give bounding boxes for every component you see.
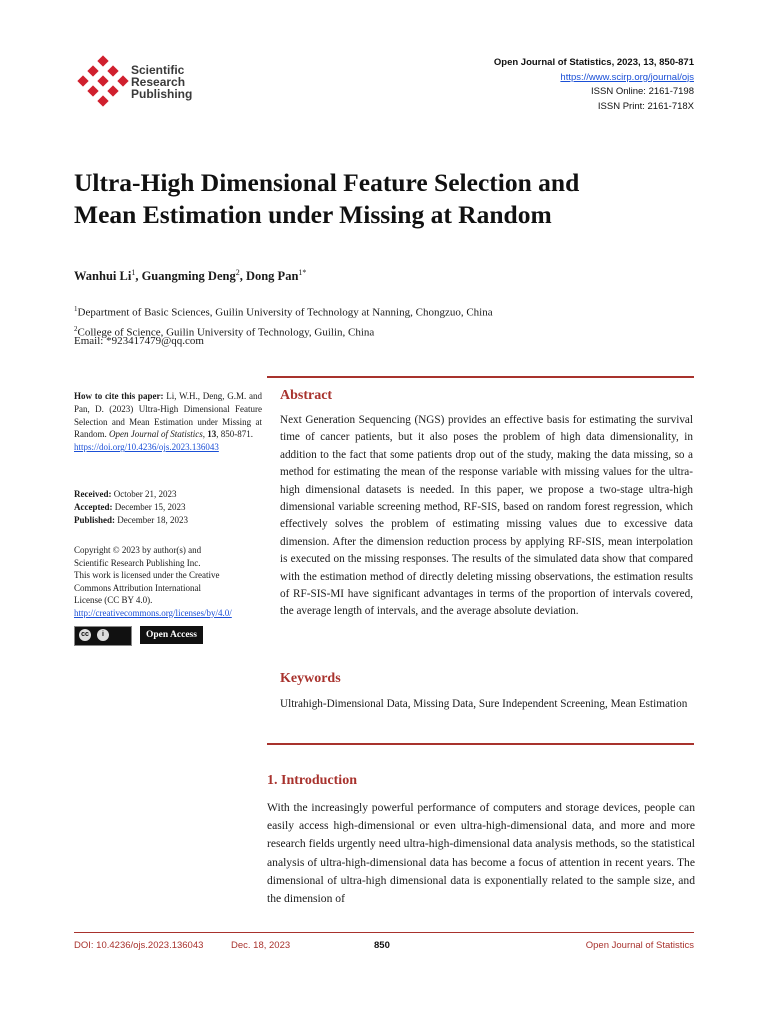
- journal-info: [494, 56, 694, 114]
- scirp-logo-icon: [75, 55, 135, 115]
- corresponding-email: Email: *923417479@qq.com: [74, 335, 204, 347]
- title-line: Mean Estimation under Missing at Random: [74, 200, 552, 229]
- footer-doi: DOI: 10.4236/ojs.2023.136043: [74, 940, 204, 951]
- affiliation-mark: 2: [74, 324, 78, 333]
- copyright-line: Commons Attribution International: [74, 582, 201, 593]
- cc-by-license-icon[interactable]: cc i: [74, 626, 132, 646]
- accepted-label: Accepted:: [74, 502, 113, 512]
- keywords-heading: Keywords: [280, 671, 341, 686]
- author-affiliation-mark: 1: [131, 268, 136, 277]
- license-badges: [74, 626, 203, 646]
- logo-line: Publishing: [131, 87, 193, 101]
- footer-date: Dec. 18, 2023: [231, 940, 291, 951]
- cite-text: Li, W.H., Deng, G.M. and Pan, D. (2023) Ultra-High Dimensional Feature Selection and Mean Estimation under Missing at Random.: [74, 391, 262, 440]
- logo-line: Scientific: [131, 63, 185, 77]
- section-heading-introduction: 1. Introduction: [267, 773, 357, 788]
- paper-title: [74, 167, 694, 231]
- author-affiliation-mark: 2: [235, 268, 240, 277]
- logo-line: Research: [131, 75, 186, 89]
- accepted-date: December 15, 2023: [112, 502, 186, 512]
- copyright-line: Scientific Research Publishing Inc.: [74, 557, 201, 568]
- affiliation-text: College of Science, Guilin University of Technology, Guilin, China: [77, 326, 375, 339]
- license-link[interactable]: http://creativecommons.org/licenses/by/4.0/: [74, 607, 232, 618]
- copyright-line: Copyright © 2023 by author(s) and: [74, 545, 202, 555]
- author-separator: ,: [135, 269, 142, 284]
- cite-volume: 13: [207, 429, 217, 440]
- copyright-line: This work is licensed under the Creative: [74, 570, 220, 580]
- cite-journal: Open Journal of Statistics: [109, 429, 203, 440]
- introduction-body: With the increasingly powerful performance of computers and storage devices, people can easily access high-dimensional or even ultra-high-dimensional data, and more and more research fields urgently need ultra-high-dimensional data analysis methods, so the statistical analysis of ultra-high-dimensional data has become a focus of attention in recent years. The dimensional of ultra-high dimensional data is exponentially related to the sample size, and the dimension of: [267, 801, 695, 906]
- author-name: Guangming Deng: [141, 269, 236, 284]
- journal-url-link[interactable]: https://www.scirp.org/journal/ojs: [560, 71, 694, 83]
- footer-rule: [74, 932, 694, 933]
- abstract-top-rule: [267, 376, 694, 378]
- author-list: [74, 268, 306, 284]
- published-date: December 18, 2023: [115, 515, 188, 525]
- received-label: Received:: [74, 489, 112, 499]
- cite-label: How to cite this paper:: [74, 391, 164, 401]
- abstract-bottom-rule: [267, 743, 694, 745]
- journal-citation: Open Journal of Statistics, 2023, 13, 850-871: [493, 57, 694, 68]
- copyright-notice: [74, 544, 264, 619]
- affiliation-text: Department of Basic Sciences, Guilin University of Technology at Nanning, Chongzuo, China: [77, 306, 493, 319]
- author-name: Dong Pan: [245, 269, 299, 284]
- author-separator: ,: [239, 269, 246, 284]
- affiliation: [74, 301, 493, 321]
- keywords-list: Ultrahigh-Dimensional Data, Missing Data, Sure Independent Screening, Mean Estimation: [280, 698, 688, 710]
- abstract-heading: Abstract: [280, 388, 333, 403]
- doi-link[interactable]: https://doi.org/10.4236/ojs.2023.136043: [74, 442, 219, 453]
- how-to-cite: How to cite this paper: Li, W.H., Deng, G.M. and Pan, D. (2023) Ultra-High Dimensional Feature Selection and Mean Estimation under Missing at Random. Open Journal of Statistics, 13, 850-871. https://doi.org/10.4236/ojs.2023.136043: [74, 391, 262, 453]
- publication-dates: [74, 488, 264, 527]
- affiliation-mark: 1: [74, 305, 78, 313]
- copyright-line: License (CC BY 4.0).: [74, 595, 153, 605]
- published-label: Published:: [74, 515, 116, 525]
- publisher-logo-text: [131, 64, 192, 100]
- author-affiliation-mark: 1*: [298, 268, 307, 277]
- cite-pages: , 850-871.: [216, 429, 253, 440]
- page-number: 850: [374, 940, 390, 951]
- footer-journal-name: Open Journal of Statistics: [585, 940, 694, 951]
- received-date: October 21, 2023: [111, 489, 177, 499]
- title-line: Ultra-High Dimensional Feature Selection and: [74, 168, 580, 197]
- issn-online: ISSN Online: 2161-7198: [591, 86, 694, 97]
- open-access-badge: Open Access: [140, 626, 203, 644]
- abstract-body: Next Generation Sequencing (NGS) provides an effective basis for estimating the survival time of cancer patients, but it also poses the problem of high data dimensionality, in addition to the fact that some patients drop out of the study, making the data missing, so a method for estimating the mean of the response variable with missing values for the ultra-high dimensional datasets is needed. In this paper, we propose a two-stage ultra-high dimensional variable screening method, RF-SIS, based on random forest regression, which effectively solves the problem of estimating missing values due to excessive data dimension. After the dimension reduction process by applying RF-SIS, mean interpolation is executed on the missing responses. The results of the simulated data show that compared with the estimation method of directly deleting missing observations, the estimation results of RF-SIS-MI have significant advantages in terms of the proportion of intervals covered, the average length of intervals, and the average absolute deviation.: [280, 414, 693, 618]
- issn-print: ISSN Print: 2161-718X: [597, 100, 694, 112]
- author-name: Wanhui Li: [74, 269, 132, 284]
